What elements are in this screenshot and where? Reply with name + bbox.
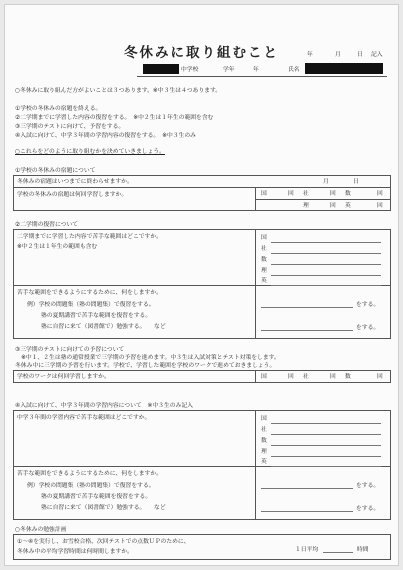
s4-subj-kokugo: 国 (261, 416, 267, 422)
s1-unit-eigo: 回 (377, 203, 383, 209)
s1-q1-month: 月 (323, 179, 329, 185)
s2-note: ※中２生は１年生の範囲も含む (17, 244, 98, 250)
date-day-label: 日 (357, 52, 363, 58)
s2-answer-sugaku[interactable] (271, 256, 381, 265)
plan-avg-label: １日平均 (295, 547, 319, 553)
intro-item-4: ④入試に向けて、中学３年間の学習内容の復習をする。 ※中３生のみ (15, 133, 196, 139)
date-year-label: 年 (307, 52, 313, 58)
s3-note-1: ※中１、２生は塾の通常授業で三学期の予習を進めます。中３生は入試対策とテスト対策をします。 (21, 355, 280, 361)
s1-unit-shakai: 回 (330, 191, 336, 197)
s4-q2: 苦手な範囲をできるようにするために、何をしますか。 (17, 471, 162, 477)
s3-unit-kokugo: 回 (288, 374, 294, 380)
s4-example-3: 塾に自習に来て（図書館で）勉強する。 など (41, 505, 166, 511)
s4-answer-kokugo[interactable] (271, 415, 381, 424)
name-label: 氏名 (288, 67, 300, 73)
plan-heading: ○冬休みの勉強計画 (15, 527, 67, 533)
s3-heading: ③三学期のテストに向けての予習について (15, 347, 125, 353)
s4-q1: 中学３年間の学習内容で苦手な範囲はどこですか。 (17, 415, 151, 421)
intro-item-1: ①学校の冬休みの宿題を終える。 (15, 106, 102, 112)
plan-hours-field[interactable] (323, 544, 353, 553)
worksheet (4, 4, 399, 566)
s2-subj-sugaku: 数 (261, 257, 267, 263)
s1-heading: ①学校の冬休みの宿題について (15, 168, 96, 174)
s3-subj-sugaku: 数 (345, 374, 351, 380)
s4-suffix-2: をする。 (356, 506, 380, 512)
s3-unit-shakai: 回 (330, 374, 336, 380)
s2-subj-eigo: 英 (261, 278, 267, 284)
s2-plan-2[interactable] (261, 322, 353, 331)
s4-plan-2[interactable] (261, 503, 353, 512)
date-record-label: 記入 (371, 52, 383, 58)
s1-subj-kokugo: 国 (261, 191, 267, 197)
s2-suffix-2: をする。 (356, 325, 380, 331)
s4-subj-rika: 理 (261, 449, 267, 455)
s2-answer-eigo[interactable] (271, 277, 381, 286)
intro-item-3: ③三学期のテストに向けて、予習をする。 (15, 124, 125, 130)
school-label: 中学校 (181, 67, 199, 73)
s4-heading: ④入試に向けて、中学３年間の学習内容について ※中３生のみ記入 (15, 403, 193, 409)
s1-subj-eigo: 英 (345, 203, 351, 209)
s2-q2: 苦手な範囲をできるようにするために、何をしますか。 (17, 290, 162, 296)
s2-answer-shakai[interactable] (271, 245, 381, 254)
s3-unit-sugaku: 回 (377, 374, 383, 380)
plan-hours-label: 時間 (357, 547, 369, 553)
s1-q2: 学校の冬休みの宿題は何回学習しますか。 (17, 192, 128, 198)
s1-subj-rika: 理 (303, 203, 309, 209)
s2-heading: ②二学期の復習について (15, 222, 79, 228)
s2-plan-1[interactable] (261, 299, 353, 308)
s2-q1: 二学期までに学習した内容で苦手な範囲はどこですか。 (17, 234, 162, 240)
s4-answer-shakai[interactable] (271, 426, 381, 435)
s3-subj-kokugo: 国 (261, 374, 267, 380)
s1-unit-rika: 回 (330, 203, 336, 209)
s1-unit-sugaku: 回 (377, 191, 383, 197)
s4-subj-sugaku: 数 (261, 438, 267, 444)
s1-q1: 冬休みの宿題はいつまでに終わらせますか。 (17, 179, 133, 185)
s2-answer-rika[interactable] (271, 267, 381, 276)
s4-answer-sugaku[interactable] (271, 437, 381, 446)
s2-example-1: 例）学校の問題集（塾の問題集）で復習をする。 (27, 302, 155, 308)
s4-plan-1[interactable] (261, 480, 353, 489)
s2-subj-rika: 理 (261, 268, 267, 274)
s2-example-3: 塾に自習に来て（図書館で）勉強する。 など (41, 324, 166, 330)
s1-unit-kokugo: 回 (288, 191, 294, 197)
intro-heading: ○冬休みに取り組んだ方がよいことは３つあります。※中３生は４つあります。 (15, 88, 222, 94)
s3-note-2: 冬休み中に三学期の予習を行います。学校で、学習した範囲を学校のワークで進めておきましょう。 (15, 363, 276, 369)
name-redaction (305, 63, 383, 74)
s4-answer-eigo[interactable] (271, 458, 381, 467)
intro-item-2: ②二学期までに学習した内容の復習をする。 ※中２生は１年生の範囲を含む (15, 115, 214, 121)
plan-line-1: ①～④を実行し、お雪校合格、次回テストでの点数ＵＰのために、 (17, 539, 190, 545)
s2-answer-kokugo[interactable] (271, 234, 381, 243)
date-month-label: 月 (335, 52, 341, 58)
s4-suffix-1: をする。 (356, 483, 380, 489)
plan-line-2: 冬休み中の平均学習時間は何時間しますか。 (17, 549, 133, 555)
page-title: 冬休みに取り組むこと (124, 45, 279, 61)
s4-answer-rika[interactable] (271, 448, 381, 457)
s2-subj-kokugo: 国 (261, 235, 267, 241)
s3-question: 学校のワークは何回学習しますか。 (17, 374, 110, 380)
s4-example-2: 塾の夏期講習で苦手な範囲を復習をする。 (41, 494, 152, 500)
intro-question: ○これらをどのように取り組むかを決めていきましょう。 (15, 149, 165, 155)
class-label: 年 (253, 67, 259, 73)
s4-example-1: 例）学校の問題集（塾の問題集）で復習をする。 (27, 483, 155, 489)
grade-label: 学年 (223, 67, 235, 73)
school-redaction (143, 64, 179, 74)
s2-suffix-1: をする。 (356, 302, 380, 308)
s1-q1-day: 日 (353, 179, 359, 185)
s2-example-2: 塾の夏期講習で苦手な範囲を復習をする。 (41, 313, 152, 319)
s1-subj-shakai: 社 (303, 191, 309, 197)
s3-subj-shakai: 社 (303, 374, 309, 380)
s4-subj-eigo: 英 (261, 459, 267, 465)
s2-subj-shakai: 社 (261, 246, 267, 252)
s4-subj-shakai: 社 (261, 427, 267, 433)
s1-subj-sugaku: 数 (345, 191, 351, 197)
